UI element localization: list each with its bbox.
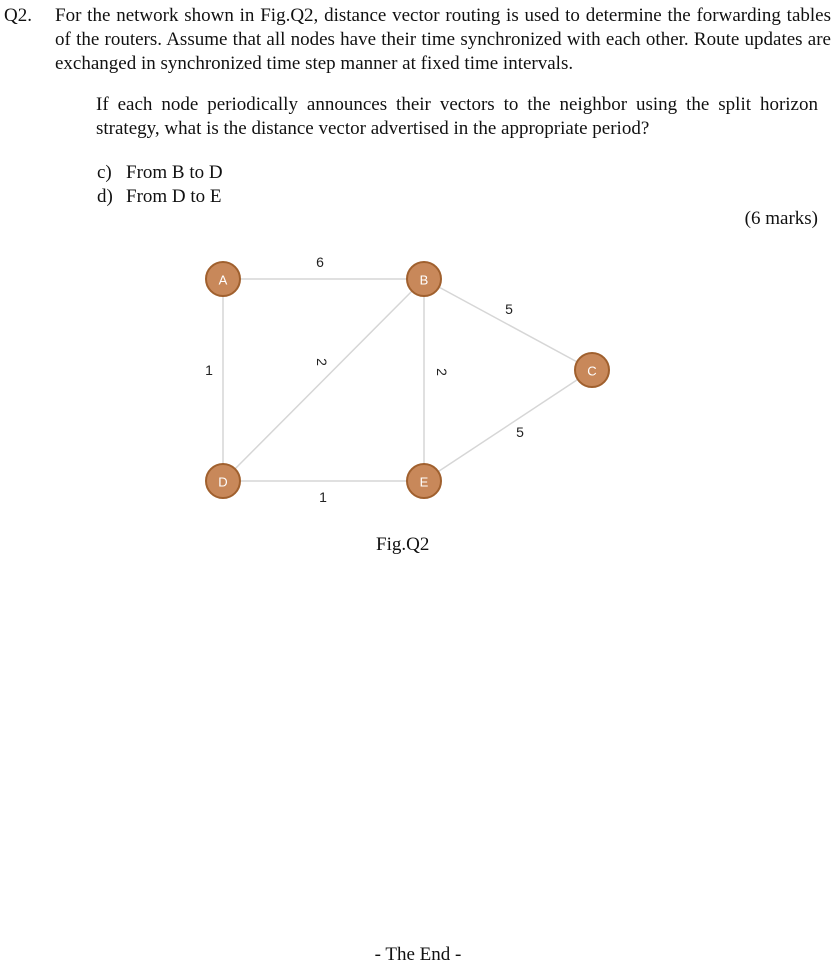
edge-e-c bbox=[424, 370, 592, 481]
node-a bbox=[206, 262, 240, 296]
node-label: D bbox=[218, 474, 228, 490]
nodes-layer bbox=[206, 262, 609, 498]
edge-b-c bbox=[424, 279, 592, 370]
node-c bbox=[575, 353, 609, 387]
part-letter: d) bbox=[97, 186, 113, 207]
part-text: From D to E bbox=[126, 186, 222, 207]
part-text: From B to D bbox=[126, 162, 223, 183]
edge-weight-a-d: 1 bbox=[205, 362, 213, 378]
node-d bbox=[206, 464, 240, 498]
edge-weight-d-e: 1 bbox=[319, 489, 327, 505]
edge-weight-b-c: 5 bbox=[505, 301, 513, 317]
question-text: For the network shown in Fig.Q2, distance vector routing is used to determine the forwarding tables of the routers. Assume that all nodes have their time synchronized with each other. Route updates are exchanged in synchronized time step manner at fixed time intervals. bbox=[55, 5, 831, 74]
node-e bbox=[407, 464, 441, 498]
node-b bbox=[407, 262, 441, 296]
edge-weight-e-c: 5 bbox=[516, 424, 524, 440]
question-number: Q2. bbox=[4, 5, 32, 26]
part-letter: c) bbox=[97, 162, 112, 183]
edge-b-d bbox=[223, 279, 424, 481]
edge-weight-a-b: 6 bbox=[316, 254, 324, 270]
node-label: C bbox=[587, 363, 597, 379]
sub-question-text: If each node periodically announces their vectors to the neighbor using the split horizon strategy, what is the distance vector advertised in the appropriate period? bbox=[96, 94, 818, 139]
edge-weight-b-e: 2 bbox=[434, 368, 450, 376]
the-end-footer: - The End - bbox=[374, 944, 462, 965]
node-label: A bbox=[218, 272, 228, 288]
edges-layer bbox=[223, 279, 592, 481]
figure-caption: Fig.Q2 bbox=[376, 534, 430, 555]
edge-weight-b-d: 2 bbox=[314, 358, 330, 366]
node-label: E bbox=[419, 474, 429, 490]
weights-layer bbox=[205, 254, 524, 505]
marks-label: (6 marks) bbox=[744, 208, 818, 229]
node-label: B bbox=[419, 272, 429, 288]
